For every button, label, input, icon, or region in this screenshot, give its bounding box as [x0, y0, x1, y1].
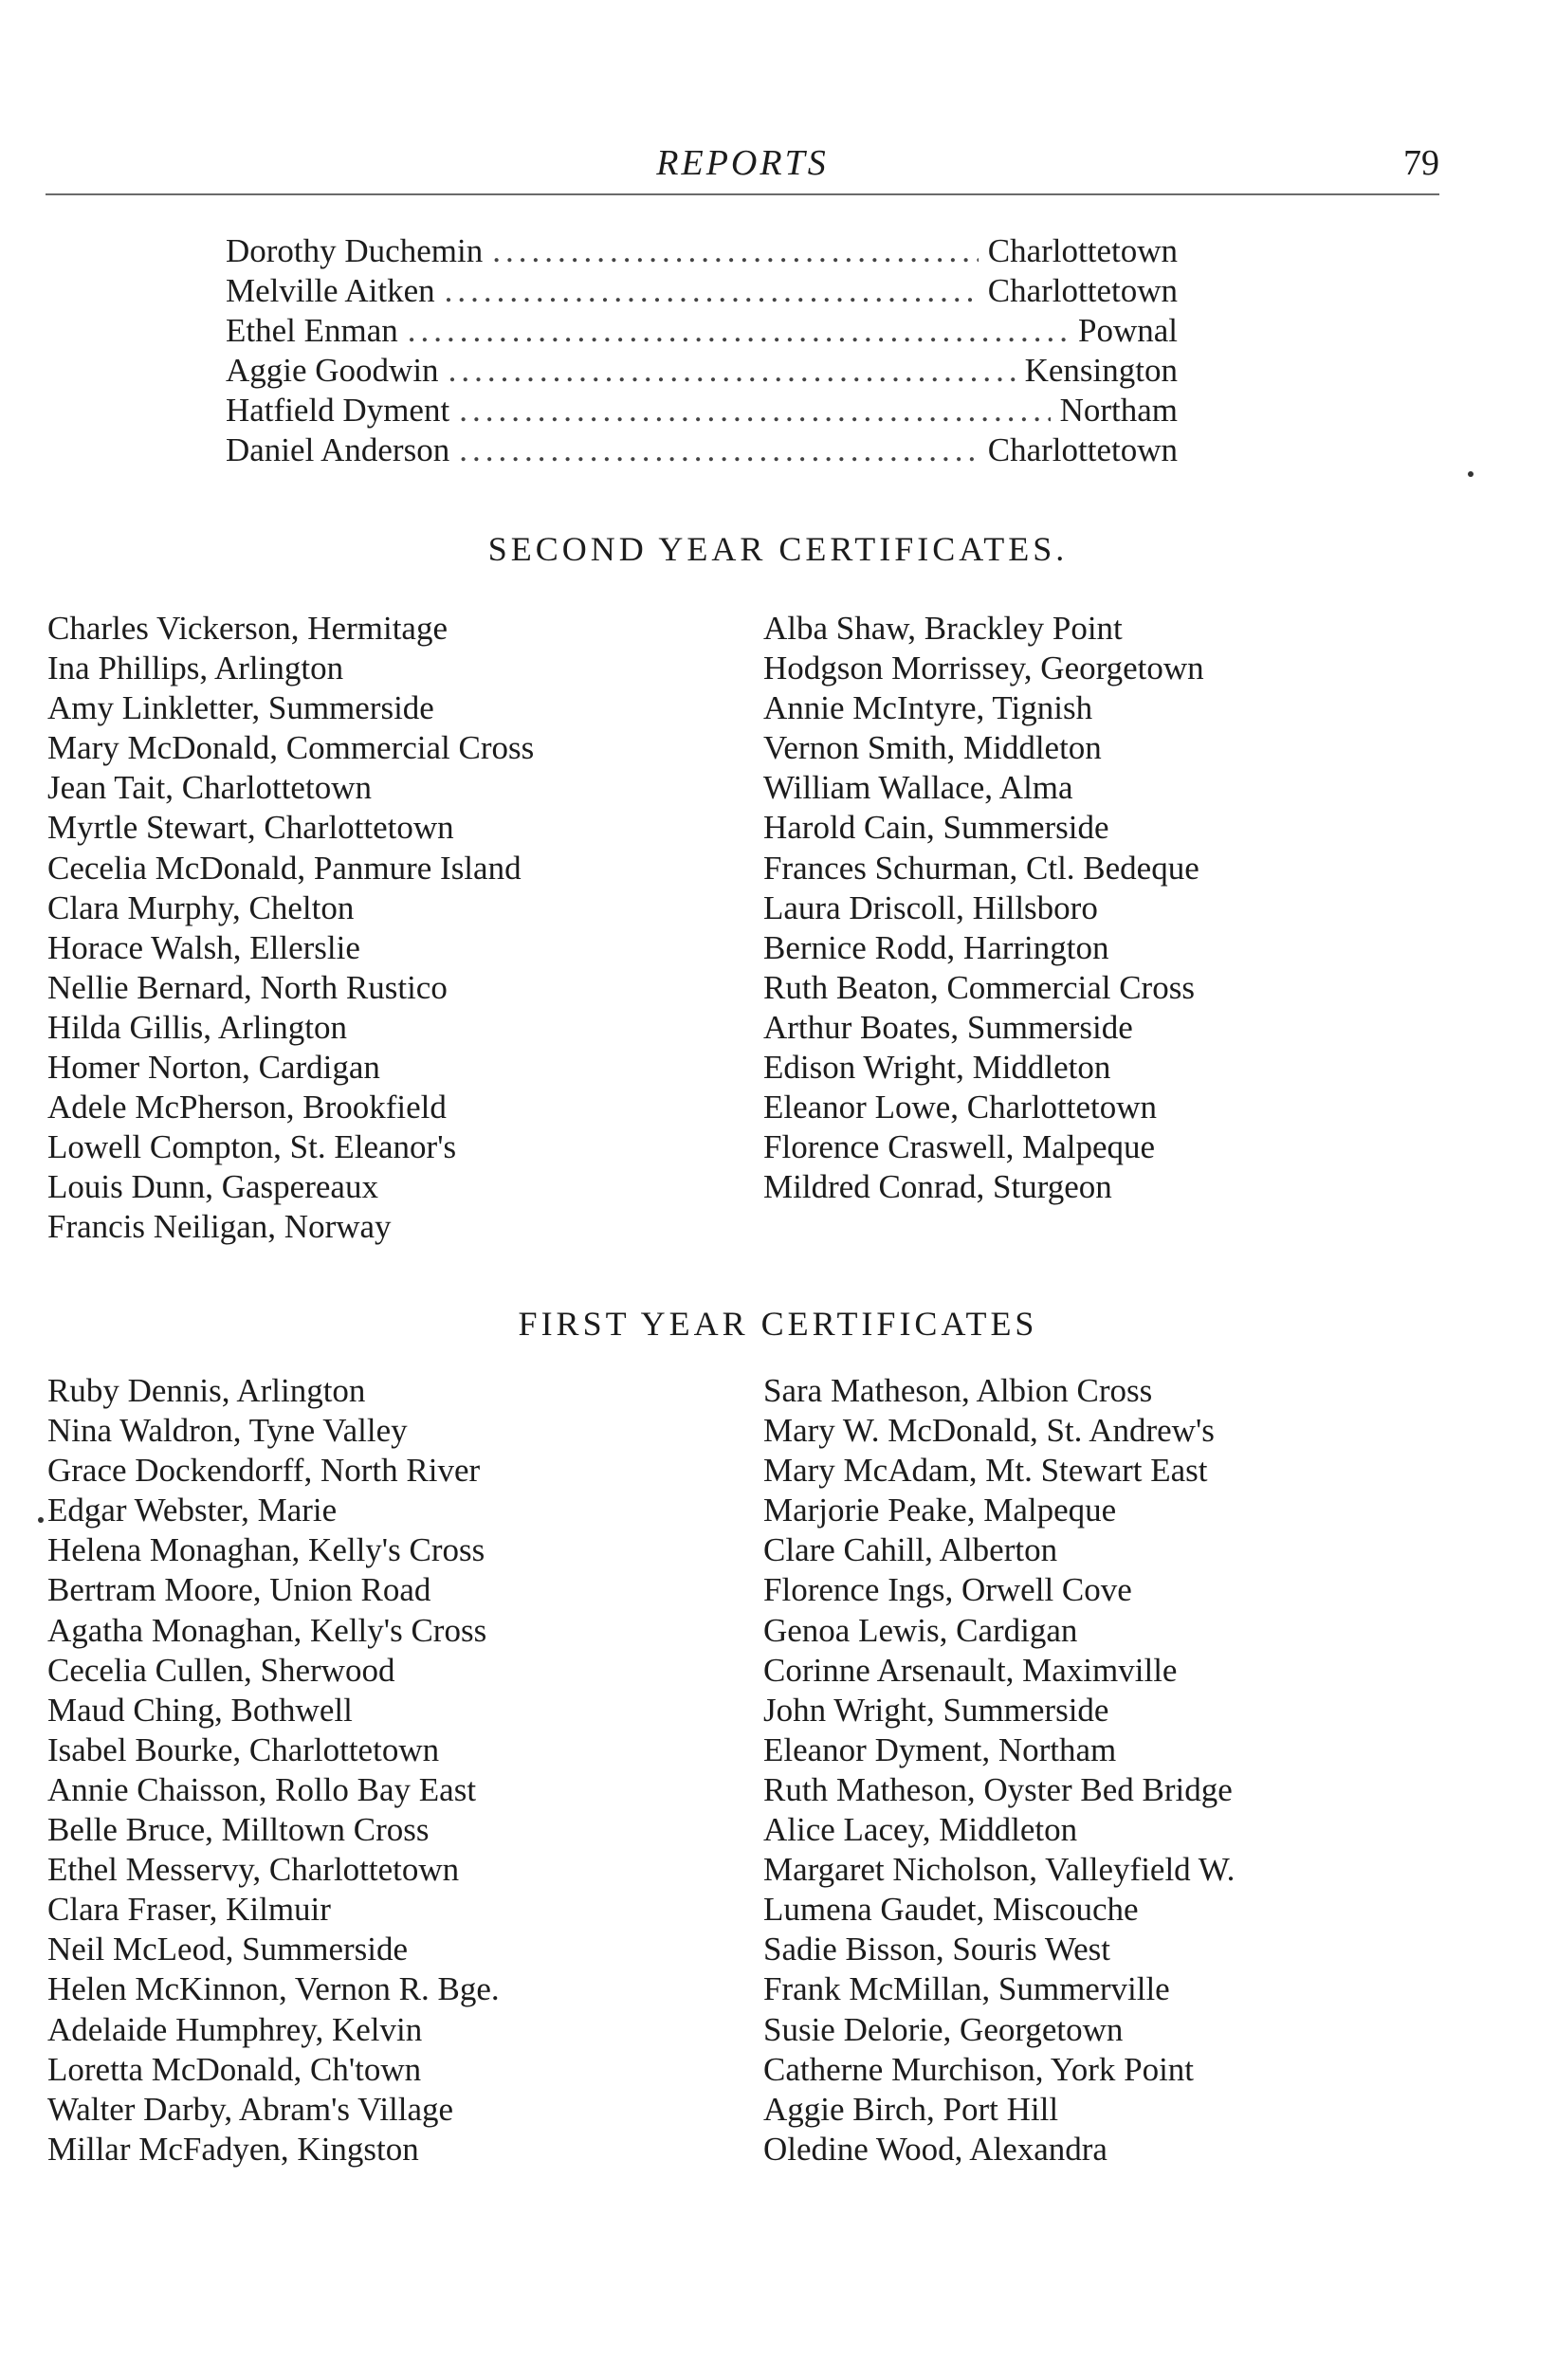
- list-item: Grace Dockendorff, North River: [47, 1452, 481, 1490]
- person-name: Dorothy Duchemin: [226, 232, 484, 269]
- list-item: Nina Waldron, Tyne Valley: [47, 1412, 408, 1450]
- list-item: Alice Lacey, Middleton: [763, 1811, 1078, 1849]
- header-rule: [46, 193, 1439, 195]
- place-name: Charlottetown: [987, 272, 1178, 309]
- list-item: Jean Tait, Charlottetown: [47, 769, 372, 807]
- list-item: Laura Driscoll, Hillsboro: [763, 888, 1098, 926]
- list-item: Millar McFadyen, Kingston: [47, 2130, 419, 2168]
- first-year-right-column: [763, 1371, 1235, 2169]
- list-item: Adelaide Humphrey, Kelvin: [47, 2010, 423, 2048]
- list-item: Ina Phillips, Arlington: [47, 650, 344, 687]
- list-item: Clare Cahill, Alberton: [763, 1531, 1058, 1569]
- person-name: Ethel Enman: [226, 312, 398, 349]
- list-item: Susie Delorie, Georgetown: [763, 2010, 1124, 2048]
- list-item: Belle Bruce, Milltown Cross: [47, 1811, 430, 1849]
- second-year-heading: SECOND YEAR CERTIFICATES.: [487, 530, 1069, 568]
- list-item: [226, 352, 1178, 392]
- list-item: Helen McKinnon, Vernon R. Bge.: [47, 1970, 500, 2008]
- person-name: Daniel Anderson: [226, 431, 450, 468]
- place-name: Charlottetown: [987, 232, 1178, 269]
- page-header: [46, 142, 1439, 193]
- list-item: Horace Walsh, Ellerslie: [47, 928, 360, 966]
- list-item: John Wright, Summerside: [763, 1691, 1109, 1729]
- first-year-heading: FIRST YEAR CERTIFICATES: [518, 1305, 1038, 1343]
- list-item: Lumena Gaudet, Miscouche: [763, 1891, 1139, 1929]
- list-item: Hilda Gillis, Arlington: [47, 1008, 347, 1046]
- list-item: Charles Vickerson, Hermitage: [47, 610, 448, 647]
- list-item: Clara Fraser, Kilmuir: [47, 1891, 331, 1929]
- list-item: Francis Neiligan, Norway: [47, 1208, 392, 1246]
- list-item: Isabel Bourke, Charlottetown: [47, 1730, 440, 1768]
- list-item: Sara Matheson, Albion Cross: [763, 1372, 1153, 1409]
- list-item: Ruby Dennis, Arlington: [47, 1372, 366, 1409]
- list-item: Frank McMillan, Summerville: [763, 1970, 1170, 2008]
- dot-leader: [492, 232, 979, 270]
- list-item: Walter Darby, Abram's Village: [47, 2090, 454, 2128]
- list-item: Aggie Birch, Port Hill: [763, 2090, 1059, 2128]
- list-item: Catherne Murchison, York Point: [763, 2050, 1195, 2088]
- dot-leader: [459, 431, 979, 469]
- list-item: Vernon Smith, Middleton: [763, 729, 1102, 767]
- list-item: Arthur Boates, Summerside: [763, 1008, 1133, 1046]
- dotted-name-list: [226, 232, 1178, 471]
- list-item: Mary W. McDonald, St. Andrew's: [763, 1412, 1215, 1450]
- running-title: REPORTS: [656, 143, 829, 183]
- list-item: [226, 312, 1178, 352]
- person-name: Melville Aitken: [226, 272, 435, 309]
- list-item: Alba Shaw, Brackley Point: [763, 610, 1123, 647]
- list-item: Ruth Beaton, Commercial Cross: [763, 968, 1195, 1006]
- dot-leader: [445, 272, 979, 310]
- list-item: Cecelia McDonald, Panmure Island: [47, 849, 522, 887]
- first-year-left-column: [47, 1371, 500, 2169]
- list-item: Sadie Bisson, Souris West: [763, 1931, 1111, 1968]
- dot-leader: [459, 392, 1050, 430]
- list-item: Florence Ings, Orwell Cove: [763, 1571, 1132, 1609]
- list-item: William Wallace, Alma: [763, 769, 1073, 807]
- list-item: Edison Wright, Middleton: [763, 1049, 1111, 1087]
- list-item: Corinne Arsenault, Maximville: [763, 1651, 1178, 1689]
- dot-leader: [448, 352, 1016, 390]
- list-item: Ethel Messervy, Charlottetown: [47, 1851, 460, 1889]
- list-item: Louis Dunn, Gaspereaux: [47, 1168, 378, 1206]
- list-item: Eleanor Dyment, Northam: [763, 1730, 1117, 1768]
- list-item: [226, 431, 1178, 471]
- list-item: Agatha Monaghan, Kelly's Cross: [47, 1611, 487, 1649]
- list-item: Neil McLeod, Summerside: [47, 1931, 409, 1968]
- list-item: [226, 232, 1178, 272]
- list-item: Helena Monaghan, Kelly's Cross: [47, 1531, 485, 1569]
- list-item: [226, 392, 1178, 431]
- list-item: Cecelia Cullen, Sherwood: [47, 1651, 395, 1689]
- list-item: Lowell Compton, St. Eleanor's: [47, 1128, 457, 1166]
- second-year-right-column: [763, 609, 1204, 1207]
- list-item: Marjorie Peake, Malpeque: [763, 1492, 1117, 1529]
- margin-mark: [38, 1517, 44, 1523]
- list-item: Annie Chaisson, Rollo Bay East: [47, 1770, 477, 1808]
- margin-mark: [1468, 471, 1474, 477]
- list-item: Harold Cain, Summerside: [763, 809, 1109, 847]
- list-item: Clara Murphy, Chelton: [47, 888, 355, 926]
- list-item: Adele McPherson, Brookfield: [47, 1089, 447, 1126]
- list-item: Mary McAdam, Mt. Stewart East: [763, 1452, 1208, 1490]
- list-item: Homer Norton, Cardigan: [47, 1049, 380, 1087]
- list-item: Edgar Webster, Marie: [47, 1492, 338, 1529]
- dot-leader: [408, 312, 1069, 350]
- person-name: Hatfield Dyment: [226, 392, 450, 429]
- place-name: Kensington: [1024, 352, 1178, 389]
- person-name: Aggie Goodwin: [226, 352, 439, 389]
- second-year-left-column: [47, 609, 534, 1248]
- list-item: Florence Craswell, Malpeque: [763, 1128, 1156, 1166]
- list-item: Hodgson Morrissey, Georgetown: [763, 650, 1204, 687]
- list-item: Genoa Lewis, Cardigan: [763, 1611, 1078, 1649]
- place-name: Northam: [1059, 392, 1178, 429]
- list-item: Myrtle Stewart, Charlottetown: [47, 809, 454, 847]
- list-item: Nellie Bernard, North Rustico: [47, 968, 448, 1006]
- list-item: Mary McDonald, Commercial Cross: [47, 729, 535, 767]
- list-item: Ruth Matheson, Oyster Bed Bridge: [763, 1770, 1233, 1808]
- list-item: Eleanor Lowe, Charlottetown: [763, 1089, 1158, 1126]
- page-number: 79: [1403, 143, 1439, 183]
- list-item: Annie McIntyre, Tignish: [763, 689, 1093, 727]
- list-item: Maud Ching, Bothwell: [47, 1691, 353, 1729]
- list-item: Bernice Rodd, Harrington: [763, 928, 1109, 966]
- list-item: Oledine Wood, Alexandra: [763, 2130, 1108, 2168]
- list-item: Mildred Conrad, Sturgeon: [763, 1168, 1112, 1206]
- list-item: Loretta McDonald, Ch'town: [47, 2050, 422, 2088]
- list-item: Frances Schurman, Ctl. Bedeque: [763, 849, 1199, 887]
- list-item: Bertram Moore, Union Road: [47, 1571, 431, 1609]
- list-item: [226, 272, 1178, 312]
- place-name: Charlottetown: [987, 431, 1178, 468]
- list-item: Amy Linkletter, Summerside: [47, 689, 434, 727]
- place-name: Pownal: [1078, 312, 1178, 349]
- list-item: Margaret Nicholson, Valleyfield W.: [763, 1851, 1236, 1889]
